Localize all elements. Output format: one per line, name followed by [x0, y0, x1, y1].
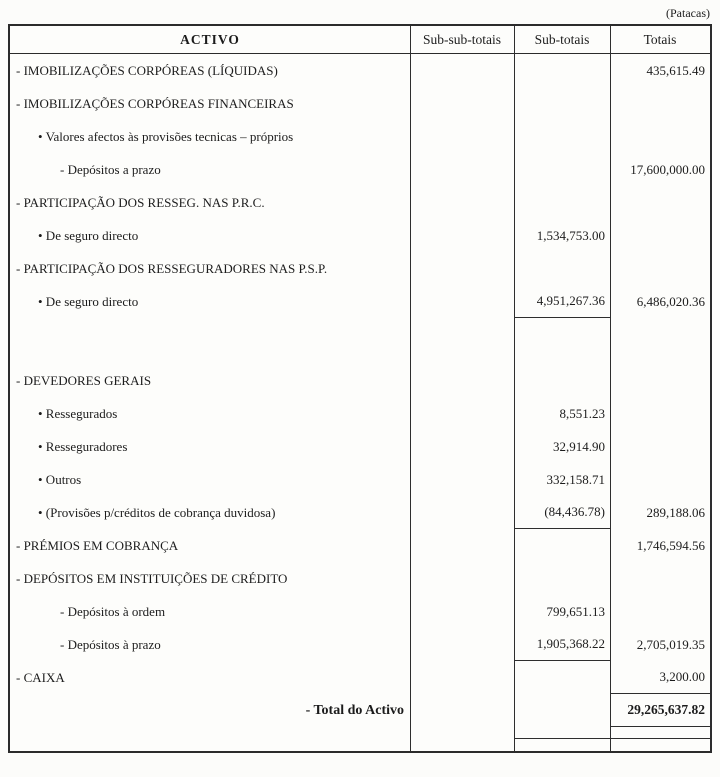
subsubtotal-value — [410, 463, 514, 496]
subtotal-value: 1,534,753.00 — [536, 227, 605, 243]
total-value — [610, 463, 710, 496]
total-value: 2,705,019.35 — [636, 636, 705, 652]
table-row — [10, 661, 710, 694]
row-label: • De seguro directo — [38, 227, 139, 243]
subtotal-value: 1,905,368.22 — [514, 628, 610, 661]
subsubtotal-value — [410, 285, 514, 318]
total-value — [610, 87, 710, 120]
row-label: - Depósitos a prazo — [60, 161, 161, 177]
empty-cell — [410, 727, 514, 739]
total-value — [610, 397, 710, 430]
currency-unit-label: (Patacas) — [666, 6, 710, 20]
subsubtotal-value — [410, 562, 514, 595]
table-row — [10, 153, 710, 186]
header-totais: Totais — [643, 31, 677, 47]
row-label: - DEVEDORES GERAIS — [16, 372, 152, 388]
total-value — [610, 219, 710, 252]
subtotal-value — [514, 120, 610, 153]
subtotal-value: 332,158.71 — [546, 471, 605, 487]
subsubtotal-value — [410, 186, 514, 219]
total-value — [610, 186, 710, 219]
table-row — [10, 562, 710, 595]
table-row — [10, 219, 710, 252]
subsubtotal-value — [410, 120, 514, 153]
bottom-rule-spacer — [10, 727, 710, 739]
row-label: • (Provisões p/créditos de cobrança duvidosa) — [38, 504, 276, 520]
total-value: 435,615.49 — [646, 62, 705, 78]
subsubtotal-value — [410, 694, 514, 727]
subsubtotal-value — [410, 529, 514, 562]
row-label: • Outros — [38, 471, 82, 487]
table-row — [10, 252, 710, 285]
subsubtotal-value — [410, 153, 514, 186]
total-value — [610, 430, 710, 463]
subtotal-value — [514, 252, 610, 285]
subtotal-value — [514, 364, 610, 397]
column-divider — [410, 26, 411, 751]
subsubtotal-value — [410, 54, 514, 87]
subtotal-value — [514, 661, 610, 694]
subtotal-value — [514, 87, 610, 120]
subsubtotal-value — [410, 595, 514, 628]
total-value — [610, 120, 710, 153]
row-label: - Depósitos à prazo — [60, 636, 161, 652]
total-value — [610, 562, 710, 595]
row-label: - Depósitos à ordem — [60, 603, 166, 619]
subtotal-value: (84,436.78) — [514, 496, 610, 529]
empty-cell — [10, 727, 410, 739]
row-label: - IMOBILIZAÇÕES CORPÓREAS (LÍQUIDAS) — [16, 62, 278, 78]
table-row — [10, 186, 710, 219]
row-label: - CAIXA — [16, 669, 65, 685]
subtotal-value — [514, 529, 610, 562]
total-value — [610, 364, 710, 397]
subsubtotal-value — [410, 661, 514, 694]
subtotal-value: 799,651.13 — [546, 603, 605, 619]
row-label: • De seguro directo — [38, 293, 139, 309]
subtotal-value — [514, 54, 610, 87]
total-value: 3,200.00 — [610, 661, 710, 694]
subtotal-value: 4,951,267.36 — [514, 285, 610, 318]
header-sub-sub-totais: Sub-sub-totais — [422, 31, 501, 47]
table-row — [10, 595, 710, 628]
row-label: - PARTICIPAÇÃO DOS RESSEG. NAS P.R.C. — [16, 194, 265, 210]
empty-cell — [514, 727, 610, 739]
table-row — [10, 529, 710, 562]
activo-table — [8, 24, 712, 753]
subtotal-value — [514, 694, 610, 727]
table-row — [10, 54, 710, 87]
table-row — [10, 87, 710, 120]
total-value: 289,188.06 — [646, 504, 705, 520]
row-label: - PARTICIPAÇÃO DOS RESSEGURADORES NAS P.S.P. — [16, 260, 328, 276]
total-value: 6,486,020.36 — [636, 293, 705, 309]
grand-total-row — [10, 694, 710, 727]
subtotal-value — [514, 153, 610, 186]
subsubtotal-value — [410, 219, 514, 252]
blank-spacer — [10, 318, 710, 364]
empty-cell — [610, 727, 710, 739]
total-value: 17,600,000.00 — [630, 161, 705, 177]
column-divider — [610, 26, 611, 751]
subsubtotal-value — [410, 397, 514, 430]
row-label: • Resseguradores — [38, 438, 128, 454]
subsubtotal-value — [410, 364, 514, 397]
subtotal-value — [514, 186, 610, 219]
grand-total-label: - Total do Activo — [305, 702, 404, 718]
total-value — [610, 252, 710, 285]
header-activo: ACTIVO — [180, 31, 240, 47]
blank-spacer — [10, 739, 710, 751]
subsubtotal-value — [410, 252, 514, 285]
table-row — [10, 397, 710, 430]
total-value: 1,746,594.56 — [636, 537, 705, 553]
table-row — [10, 628, 710, 661]
table-row — [10, 364, 710, 397]
row-label: • Ressegurados — [38, 405, 118, 421]
subsubtotal-value — [410, 496, 514, 529]
subtotal-value — [514, 562, 610, 595]
table-row — [10, 496, 710, 529]
row-label: - IMOBILIZAÇÕES CORPÓREAS FINANCEIRAS — [16, 95, 294, 111]
row-label: - PRÉMIOS EM COBRANÇA — [16, 537, 179, 553]
table-header-row — [10, 26, 710, 54]
subsubtotal-value — [410, 628, 514, 661]
grand-total-value: 29,265,637.82 — [610, 694, 710, 727]
table-row — [10, 430, 710, 463]
subsubtotal-value — [410, 430, 514, 463]
row-label: - DEPÓSITOS EM INSTITUIÇÕES DE CRÉDITO — [16, 570, 288, 586]
subtotal-value: 8,551.23 — [559, 405, 605, 421]
table-row — [10, 285, 710, 318]
subsubtotal-value — [410, 87, 514, 120]
total-value — [610, 595, 710, 628]
subtotal-value: 32,914.90 — [553, 438, 605, 454]
table-row — [10, 120, 710, 153]
row-label: • Valores afectos às provisões tecnicas – próprios — [38, 128, 294, 144]
header-sub-totais: Sub-totais — [534, 31, 590, 47]
table-row — [10, 463, 710, 496]
column-divider — [514, 26, 515, 751]
